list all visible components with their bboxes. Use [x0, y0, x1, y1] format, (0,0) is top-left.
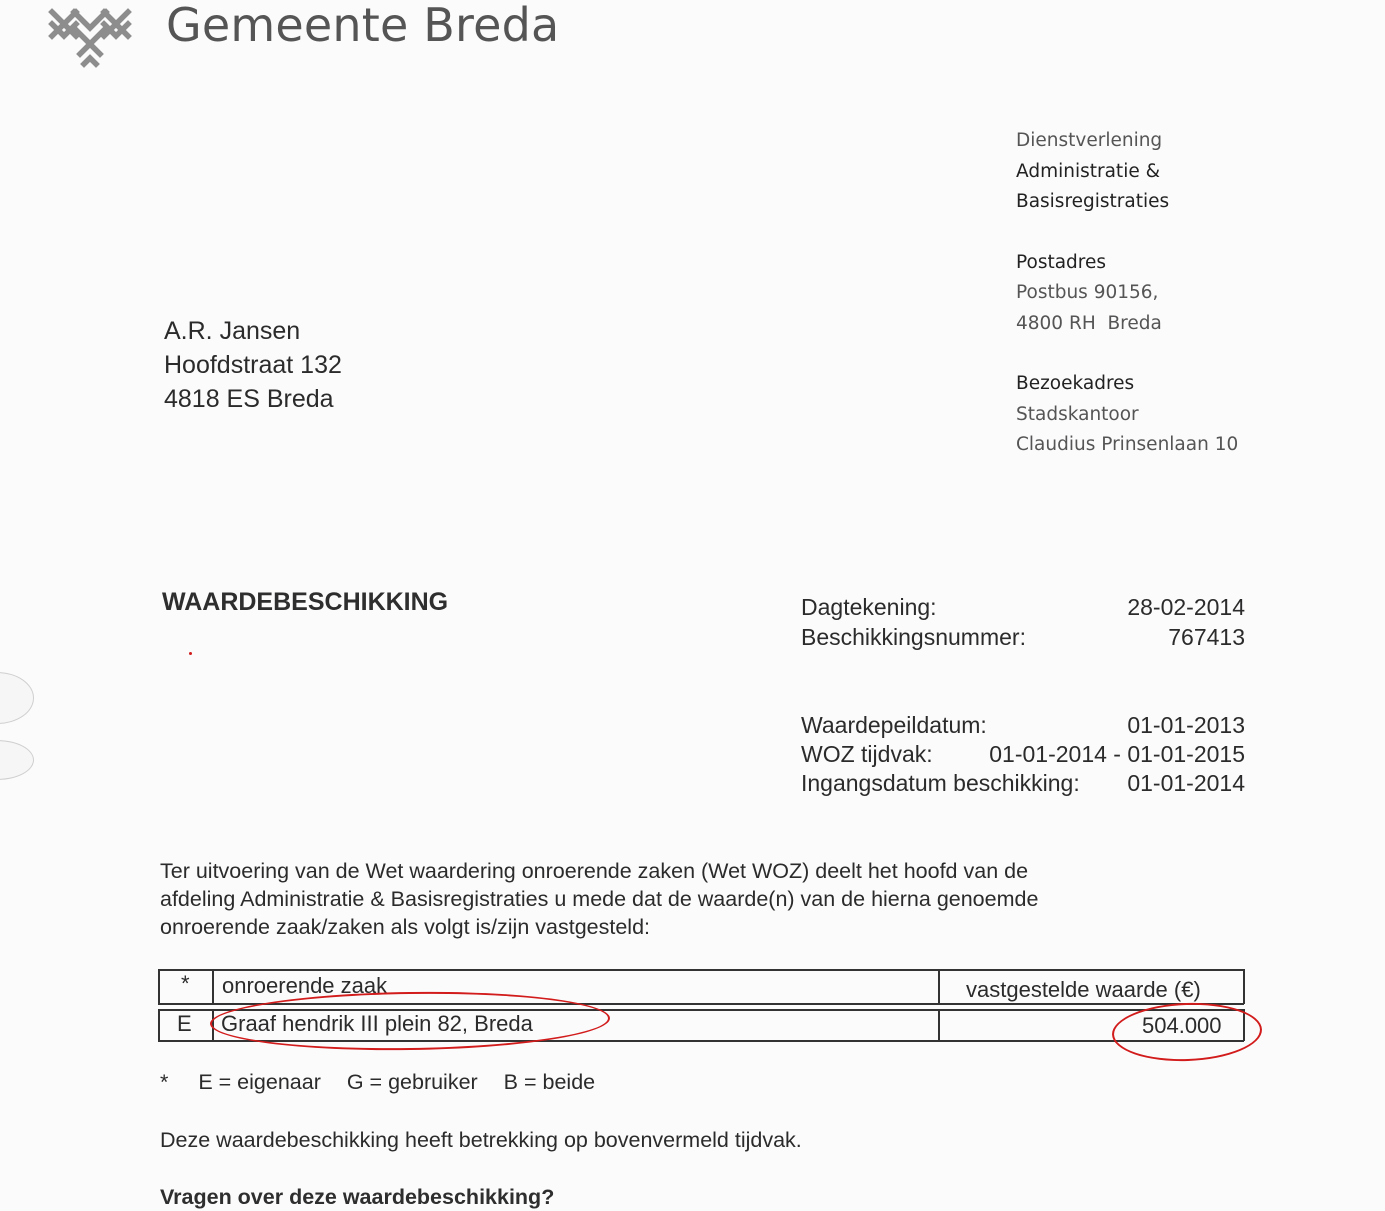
intro-line: afdeling Administratie & Basisregistraties u mede dat de waarde(n) van de hierna genoemde — [160, 887, 1039, 911]
table-border — [938, 1009, 940, 1041]
table-row-property: Graaf hendrik III plein 82, Breda — [221, 1011, 533, 1036]
punch-hole — [0, 672, 34, 724]
period-note: Deze waardebeschikking heeft betrekking op bovenvermeld tijdvak. — [160, 1128, 802, 1152]
table-border — [158, 1009, 160, 1041]
intro-paragraph — [160, 857, 1038, 941]
legend-star: * — [160, 1070, 169, 1094]
department-line: Dienstverlening — [1016, 130, 1163, 151]
recipient-city: 4818 ES Breda — [164, 385, 334, 413]
department-block — [1016, 126, 1238, 461]
table-header-value: vastgestelde waarde (€) — [966, 977, 1201, 1002]
document-title: WAARDEBESCHIKKING — [162, 588, 449, 616]
red-dot — [189, 652, 192, 655]
table-row-value: 504.000 — [1142, 1013, 1222, 1038]
postal-address-heading: Postadres — [1016, 251, 1107, 273]
intro-line: onroerende zaak/zaken als volgt is/zijn vastgesteld: — [160, 915, 650, 939]
intro-line: Ter uitvoering van de Wet waardering onroerende zaken (Wet WOZ) deelt het hoofd van de — [160, 859, 1029, 883]
woz-period-value: 01-01-2014 - 01-01-2015 — [989, 741, 1245, 767]
visit-address-heading: Bezoekadres — [1016, 373, 1135, 394]
department-line: Administratie & — [1016, 160, 1161, 182]
date-label: Dagtekening: — [801, 594, 937, 620]
table-border — [158, 969, 160, 1004]
date-value: 28-02-2014 — [1127, 594, 1245, 620]
postal-address-line: Postbus 90156, — [1016, 282, 1159, 303]
visit-address-line: Stadskantoor — [1016, 403, 1139, 425]
recipient-name: A.R. Jansen — [164, 317, 301, 345]
valuation-date-value: 01-01-2013 — [1127, 712, 1245, 738]
recipient-address — [164, 314, 342, 416]
table-header-property: onroerende zaak — [222, 973, 388, 998]
table-border — [212, 969, 214, 1004]
visit-address-line: Claudius Prinsenlaan 10 — [1016, 434, 1239, 455]
table-row-code: E — [177, 1011, 192, 1036]
table-border — [158, 969, 1244, 971]
postal-address-line: 4800 RH Breda — [1016, 312, 1162, 334]
table-border — [938, 969, 940, 1004]
effective-date-label: Ingangsdatum beschikking: — [801, 770, 1080, 796]
decision-number-label: Beschikkingsnummer: — [801, 624, 1026, 650]
organization-name: Gemeente Breda — [166, 0, 560, 52]
decision-number-value: 767413 — [1168, 624, 1245, 650]
punch-hole — [0, 740, 34, 780]
legend-owner: E = eigenaar — [198, 1070, 321, 1094]
table-border — [1243, 969, 1245, 1004]
woz-period-label: WOZ tijdvak: — [801, 741, 933, 767]
recipient-street: Hoofdstraat 132 — [164, 351, 342, 379]
effective-date-value: 01-01-2014 — [1127, 770, 1245, 796]
department-line: Basisregistraties — [1016, 191, 1170, 212]
questions-heading: Vragen over deze waardebeschikking? — [160, 1185, 555, 1209]
valuation-date-label: Waardepeildatum: — [801, 712, 987, 738]
legend-both: B = beide — [503, 1070, 596, 1094]
table-header-code: * — [181, 971, 190, 996]
legend-user: G = gebruiker — [346, 1070, 478, 1094]
legend — [160, 1068, 595, 1096]
gemeente-breda-logo — [44, 2, 136, 70]
